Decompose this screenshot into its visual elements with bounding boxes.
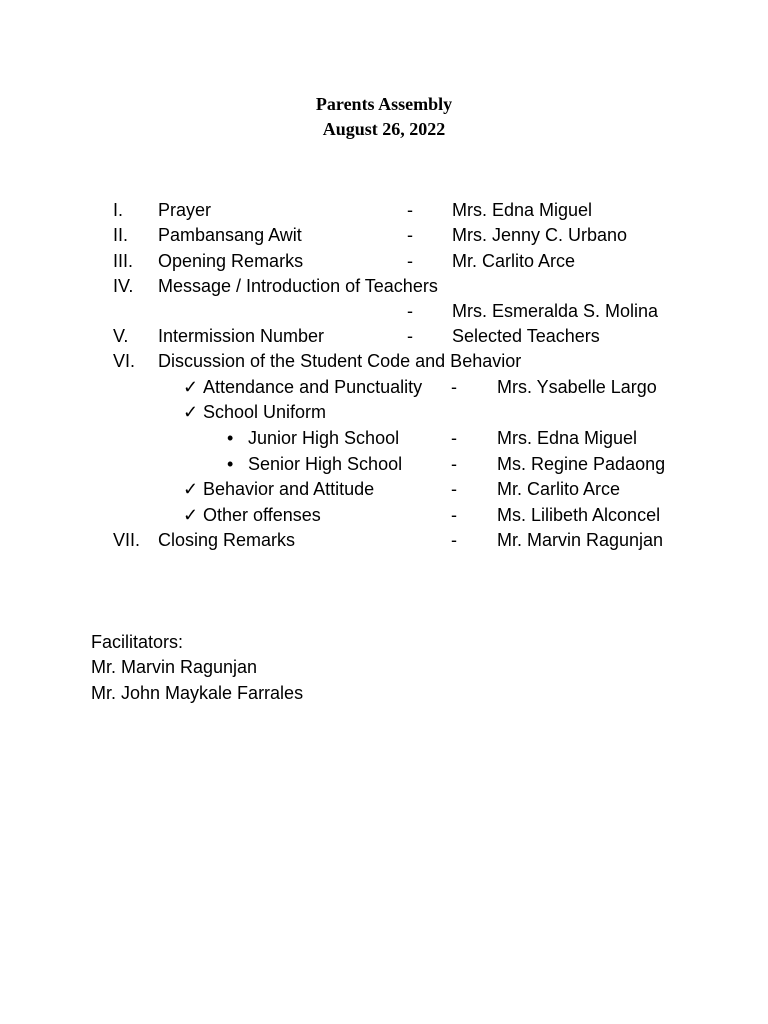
subitem-behavior: [0, 477, 768, 502]
subitem-other-offenses: [0, 503, 768, 528]
document-title: Parents Assembly: [315, 94, 453, 114]
program-item-intermission: [0, 324, 768, 349]
item-label: Discussion of the Student Code and Behavior: [158, 351, 522, 371]
subitem-senior-high: [0, 452, 768, 477]
program-item-message-speaker: [0, 299, 768, 324]
item-number: V.: [113, 326, 129, 346]
checkmark-icon: ✓: [183, 505, 199, 525]
subitem-dash: -: [451, 454, 457, 474]
subitem-label: Senior High School: [248, 454, 403, 474]
item-number: VII.: [113, 530, 141, 550]
item-number: IV.: [113, 276, 134, 296]
program-item-opening-remarks: [0, 249, 768, 274]
item-label: Closing Remarks: [158, 530, 296, 550]
subitem-label: Junior High School: [248, 428, 400, 448]
checkmark-icon: ✓: [183, 377, 199, 397]
subitem-speaker: Mr. Carlito Arce: [497, 479, 621, 499]
item-speaker: Mrs. Edna Miguel: [452, 200, 593, 220]
subitem-label: Other offenses: [203, 505, 321, 525]
facilitator-name: Mr. John Maykale Farrales: [91, 683, 304, 703]
item-number: I.: [113, 200, 124, 220]
subitem-dash: -: [451, 428, 457, 448]
document-date: August 26, 2022: [322, 119, 446, 139]
subitem-dash: -: [451, 479, 457, 499]
item-label: Message / Introduction of Teachers: [158, 276, 438, 296]
item-label: Intermission Number: [158, 326, 325, 346]
subitem-label: School Uniform: [203, 402, 327, 422]
program-item-discussion: [0, 349, 768, 374]
subitem-speaker: Ms. Lilibeth Alconcel: [497, 505, 661, 525]
item-speaker: Mrs. Esmeralda S. Molina: [452, 301, 659, 321]
item-label: Opening Remarks: [158, 251, 304, 271]
facilitators-heading: Facilitators:: [91, 632, 184, 652]
item-dash: -: [451, 530, 457, 550]
item-number: II.: [113, 225, 129, 245]
program-item-prayer: [0, 198, 768, 223]
item-dash: -: [407, 251, 413, 271]
checkmark-icon: ✓: [183, 402, 199, 422]
item-dash: -: [407, 225, 413, 245]
subitem-label: Behavior and Attitude: [203, 479, 375, 499]
facilitator-name: Mr. Marvin Ragunjan: [91, 657, 258, 677]
subitem-speaker: Mrs. Ysabelle Largo: [497, 377, 657, 397]
item-speaker: Mr. Carlito Arce: [452, 251, 576, 271]
item-dash: -: [407, 200, 413, 220]
subitem-school-uniform: [0, 400, 768, 425]
bullet-icon: •: [227, 454, 234, 474]
item-speaker: Selected Teachers: [452, 326, 600, 346]
subitem-label: Attendance and Punctuality: [203, 377, 423, 397]
item-speaker: Mrs. Jenny C. Urbano: [452, 225, 628, 245]
item-number: III.: [113, 251, 134, 271]
item-label: Prayer: [158, 200, 212, 220]
program-item-anthem: [0, 223, 768, 248]
item-label: Pambansang Awit: [158, 225, 302, 245]
subitem-junior-high: [0, 426, 768, 451]
program-item-message: [0, 274, 768, 299]
subitem-dash: -: [451, 505, 457, 525]
checkmark-icon: ✓: [183, 479, 199, 499]
bullet-icon: •: [227, 428, 234, 448]
item-number: VI.: [113, 351, 136, 371]
subitem-speaker: Mrs. Edna Miguel: [497, 428, 638, 448]
item-dash: -: [407, 301, 413, 321]
subitem-speaker: Ms. Regine Padaong: [497, 454, 666, 474]
item-speaker: Mr. Marvin Ragunjan: [497, 530, 664, 550]
program-item-closing-remarks: [0, 528, 768, 553]
item-dash: -: [407, 326, 413, 346]
subitem-attendance: [0, 375, 768, 400]
subitem-dash: -: [451, 377, 457, 397]
